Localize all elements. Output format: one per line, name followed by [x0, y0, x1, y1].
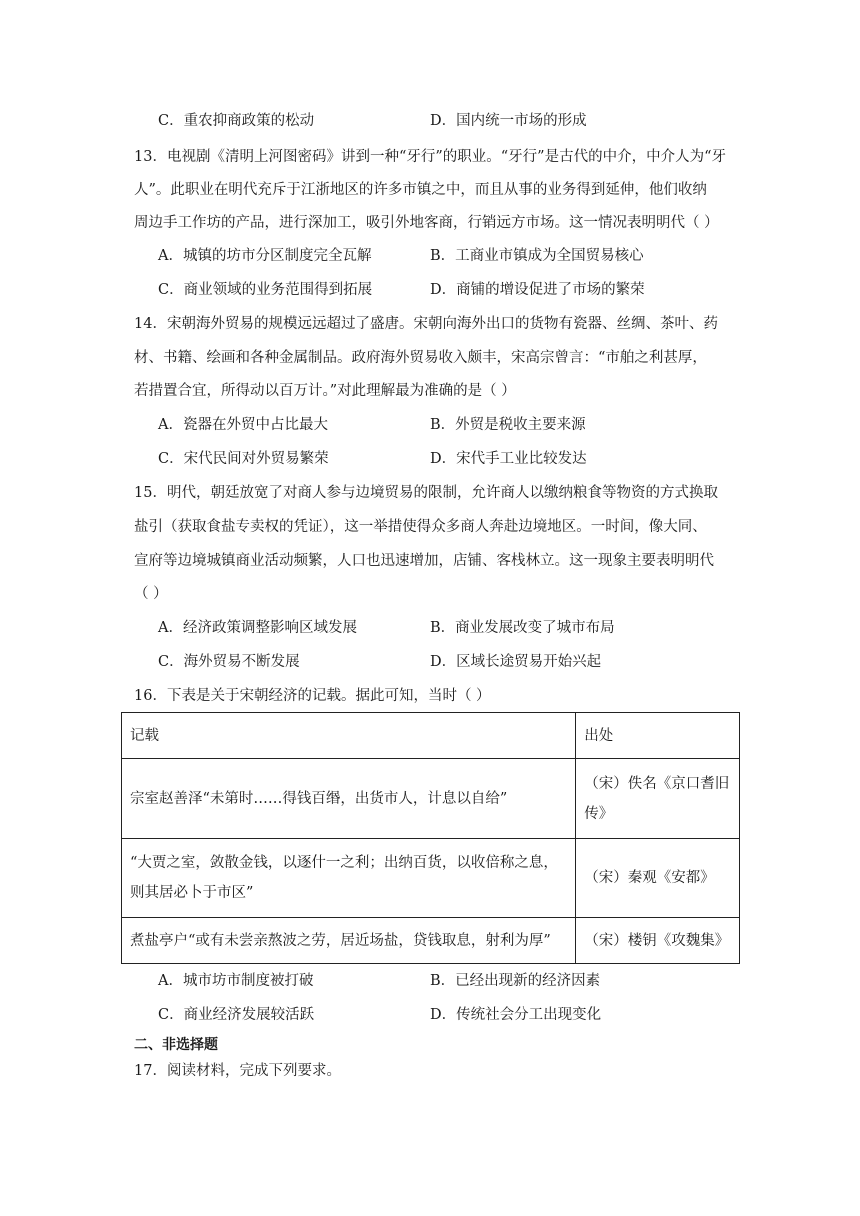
- table-header-source: 出处: [576, 713, 740, 759]
- q17-stem: 17．阅读材料，完成下列要求。: [134, 1063, 341, 1079]
- q15-stem-line-1: 15．明代，朝廷放宽了对商人参与边境贸易的限制，允许商人以缴纳粮食等物资的方式换取: [134, 485, 718, 501]
- q14-option-c: C．宋代民间对外贸易繁荣: [158, 451, 329, 467]
- records-table: [121, 712, 740, 964]
- q16-stem: 16．下表是关于宋朝经济的记载。据此可知，当时（ ）: [134, 688, 491, 704]
- table-row: [122, 759, 740, 839]
- q15-stem-line-4: （ ）: [134, 586, 168, 602]
- q16-option-c: C．商业经济发展较活跃: [158, 1007, 315, 1023]
- q14-stem-line-1: 14．宋朝海外贸易的规模远远超过了盛唐。宋朝向海外出口的货物有瓷器、丝绸、茶叶、药: [134, 316, 718, 332]
- section-title: 二、非选择题: [134, 1037, 218, 1053]
- q13-option-c: C．商业领域的业务范围得到拓展: [158, 282, 373, 298]
- q15-option-d: D．区域长途贸易开始兴起: [430, 654, 602, 670]
- table-row: [122, 839, 740, 918]
- record-text-line-1: “大贾之室，敛散金钱，以逐什一之利；出纳百货，以收倍称之息，: [130, 855, 558, 871]
- table-cell-record: [122, 839, 576, 918]
- q15-option-a: A．经济政策调整影响区域发展: [158, 620, 357, 636]
- source-text-line-2: 传》: [584, 805, 614, 822]
- record-text: 煮盐亭户“或有未尝亲熬波之劳，居近场盐，贷钱取息，射利为厚”: [130, 932, 551, 949]
- q15-stem-line-3: 宣府等边境城镇商业活动频繁，人口也迅速增加，店铺、客栈林立。这一现象主要表明明代: [134, 553, 714, 569]
- source-text-line-1: （宋）佚名《京口耆旧: [584, 775, 730, 792]
- table-cell-source: [576, 759, 740, 839]
- table-row: [122, 918, 740, 964]
- q16-option-d: D．传统社会分工出现变化: [430, 1007, 602, 1023]
- q16-option-b: B．已经出现新的经济因素: [430, 973, 601, 989]
- q13-option-b: B．工商业市镇成为全国贸易核心: [430, 248, 644, 264]
- q16-option-a: A．城市坊市制度被打破: [158, 973, 314, 989]
- q15-option-b: B．商业发展改变了城市布局: [430, 620, 615, 636]
- q14-stem-line-2: 材、书籍、绘画和各种金属制品。政府海外贸易收入颇丰，宋高宗曾言：“市舶之利甚厚，: [134, 350, 707, 366]
- table-cell-record: [122, 759, 576, 839]
- table-header-record: 记载: [122, 713, 576, 759]
- table-cell-record: [122, 918, 576, 964]
- q12-option-c: C．重农抑商政策的松动: [158, 113, 315, 129]
- record-text: 宗室赵善泽“未第时……得钱百缗，出货市人，计息以自给”: [130, 790, 508, 807]
- q13-option-a: A．城镇的坊市分区制度完全瓦解: [158, 248, 372, 264]
- table-cell-source: [576, 839, 740, 918]
- q14-option-d: D．宋代手工业比较发达: [430, 451, 587, 467]
- source-text: （宋）楼钥《攻魏集》: [584, 932, 730, 949]
- q13-stem-line-1: 13．电视剧《清明上河图密码》讲到一种“牙行”的职业。“牙行”是古代的中介，中介人为“牙: [134, 149, 727, 165]
- q15-stem-line-2: 盐引（获取食盐专卖权的凭证），这一举措使得众多商人奔赴边境地区。一时间，像大同、: [134, 519, 707, 535]
- q13-stem-line-2: 人”。此职业在明代充斥于江浙地区的许多市镇之中，而且从事的业务得到延伸，他们收纳: [134, 182, 707, 198]
- q14-option-a: A．瓷器在外贸中占比最大: [158, 417, 328, 433]
- table-header-row: [122, 713, 740, 759]
- q12-option-d: D．国内统一市场的形成: [430, 113, 587, 129]
- q13-stem-line-3: 周边手工作坊的产品，进行深加工，吸引外地客商，行销远方市场。这一情况表明明代（ ）: [134, 215, 719, 231]
- table-cell-source: [576, 918, 740, 964]
- q13-option-d: D．商铺的增设促进了市场的繁荣: [430, 282, 645, 298]
- q14-option-b: B．外贸是税收主要来源: [430, 417, 586, 433]
- q15-option-c: C．海外贸易不断发展: [158, 654, 300, 670]
- q14-stem-line-3: 若措置合宜，所得动以百万计。”对此理解最为准确的是（ ）: [134, 383, 516, 399]
- record-text-line-2: 则其居必卜于市区”: [130, 885, 254, 901]
- source-text: （宋）秦观《安都》: [584, 870, 715, 886]
